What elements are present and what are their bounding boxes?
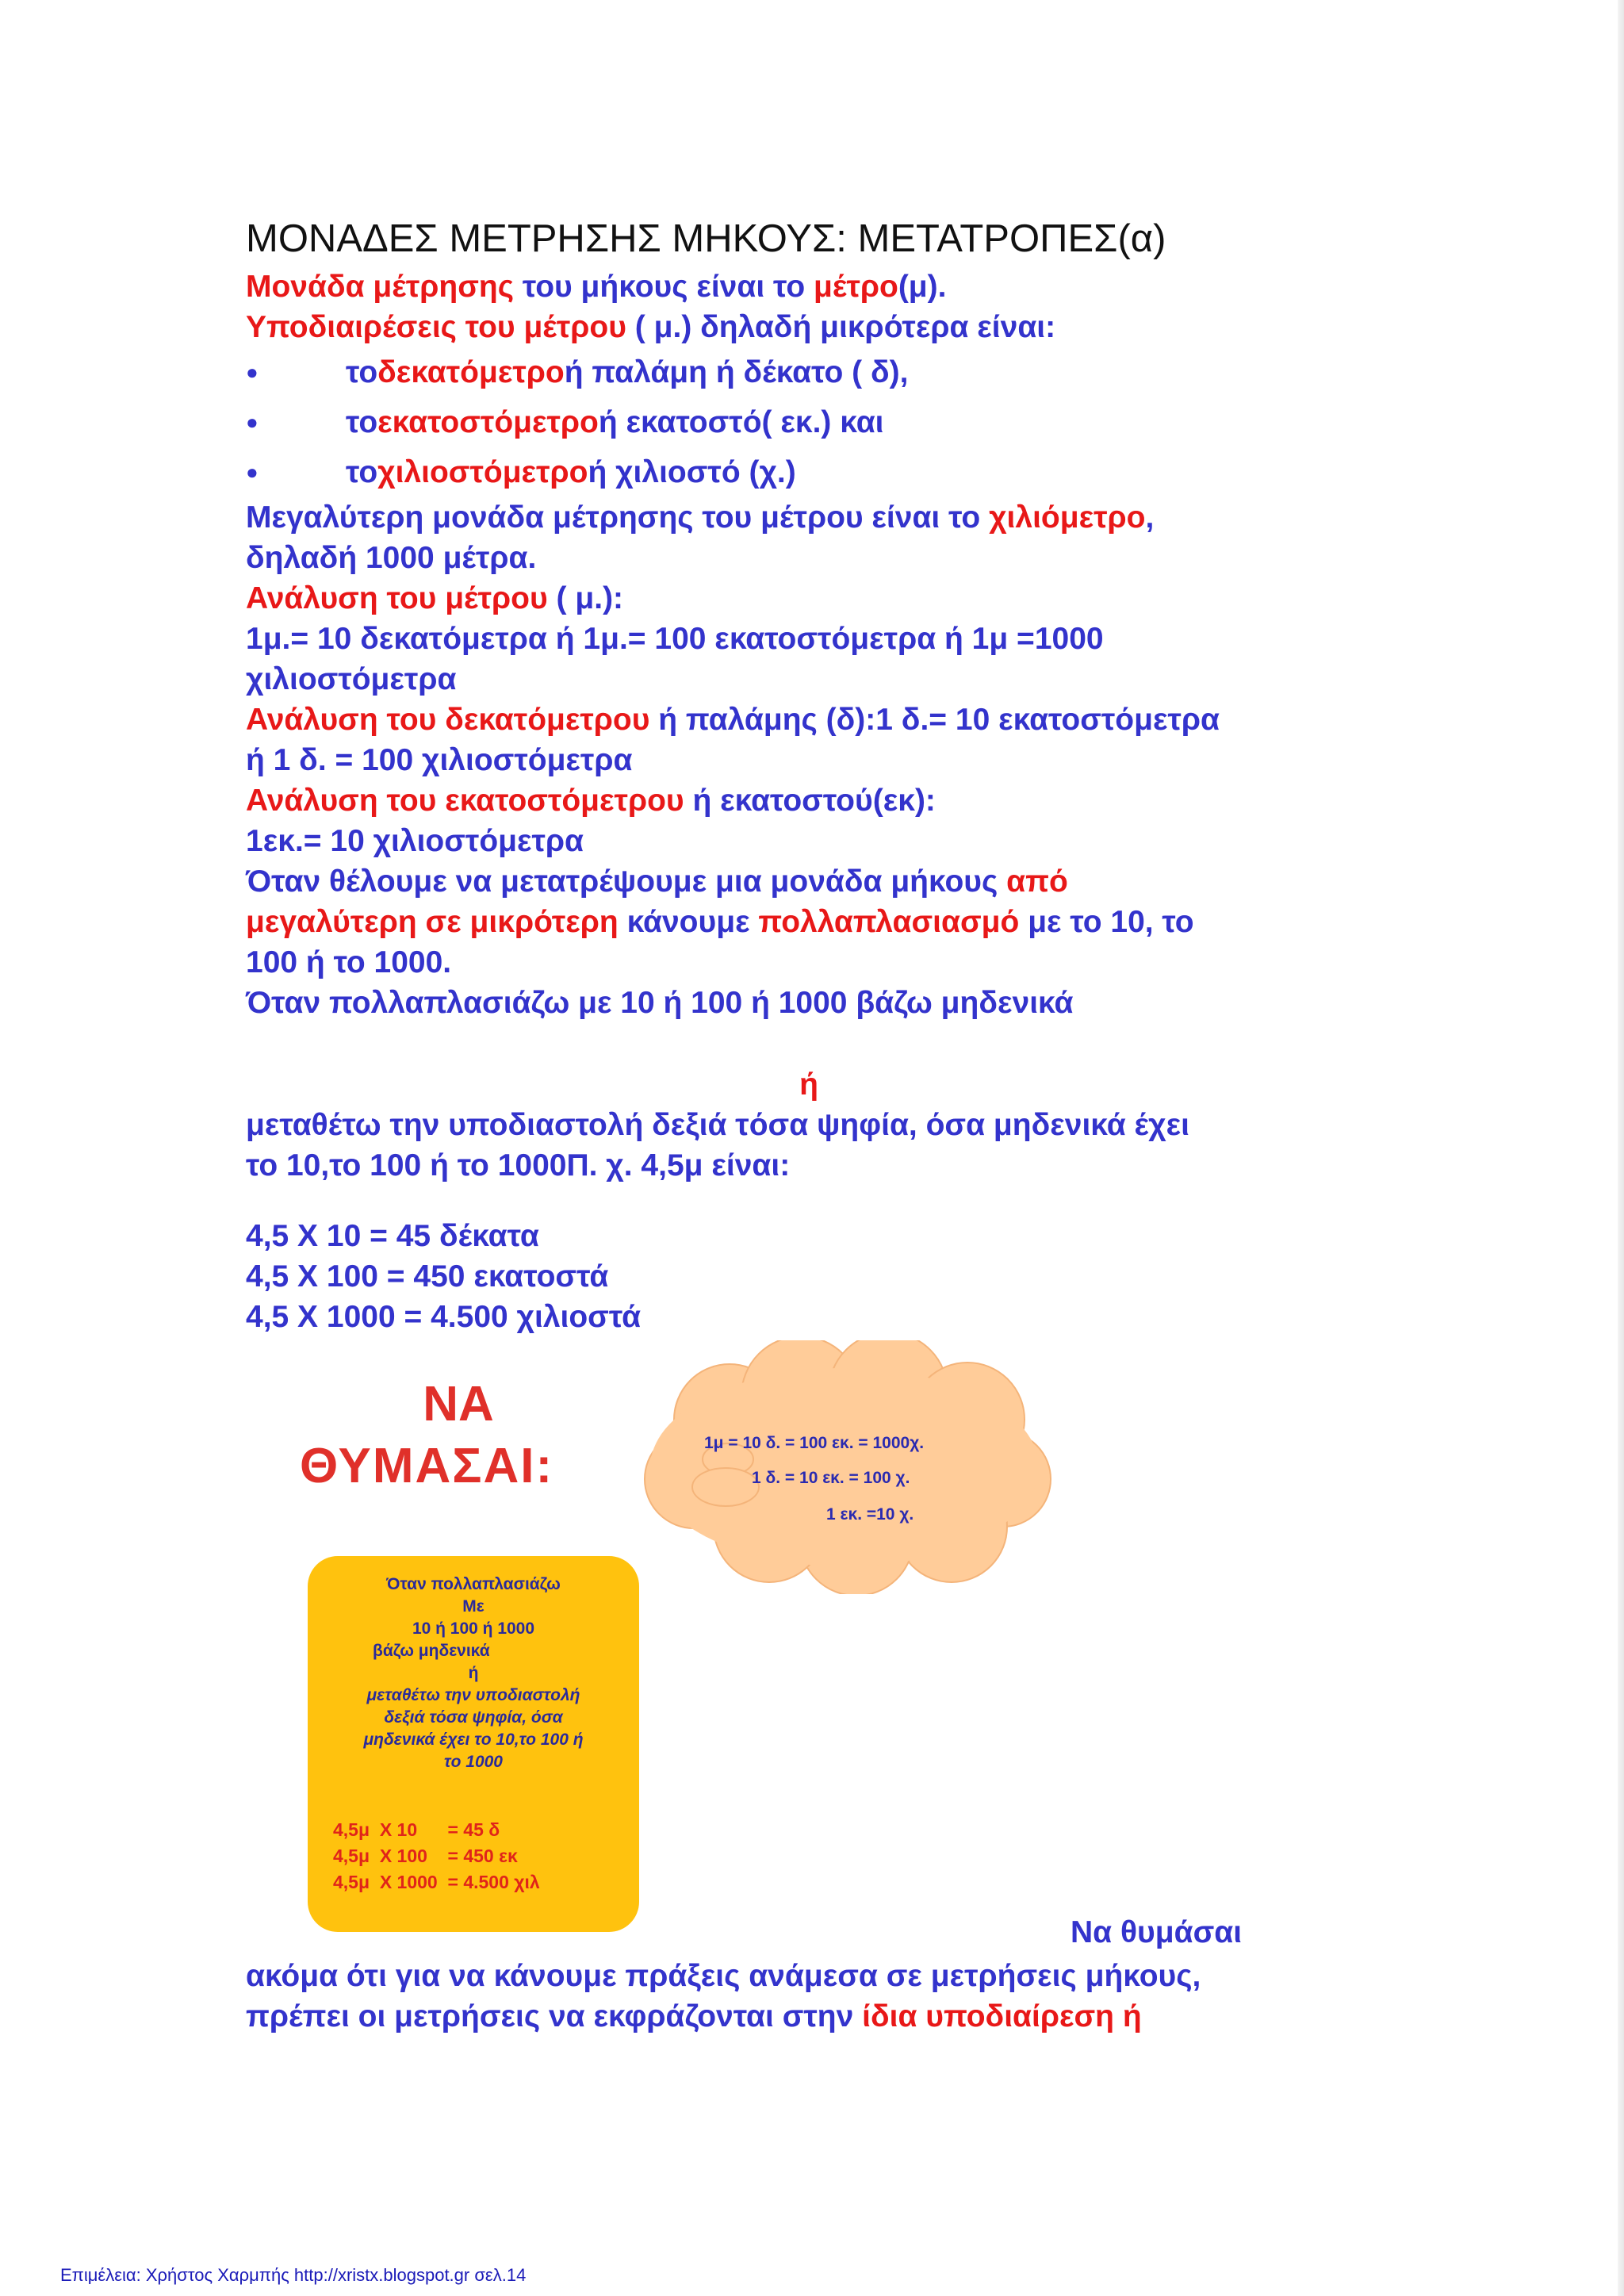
or-word: ή — [799, 1068, 818, 1102]
cloud-text-line1: 1μ = 10 δ. = 100 εκ. = 1000χ. — [704, 1434, 925, 1452]
page-footer: Επιμέλεια: Χρήστος Χαρμπής http://xristx.blogspot.gr σελ.14 — [60, 2265, 527, 2285]
heading-meter-analysis: Ανάλυση του μέτρου ( μ.): — [246, 581, 624, 615]
example-line: 4,5 Χ 10 = 45 δέκατα — [246, 1219, 539, 1253]
paragraph-conversion-rule-2: μεγαλύτερη σε μικρότερη κάνουμε πολλαπλασιασμό με το 10, το — [246, 905, 1194, 939]
example-line: 4,5 Χ 100 = 450 εκατοστά — [246, 1259, 609, 1294]
heading-decimeter-analysis: Ανάλυση του δεκατόμετρου ή παλάμης (δ):1 δ.= 10 εκατοστόμετρα — [246, 703, 1220, 737]
closing-paragraph — [246, 1956, 1201, 2037]
bullet-icon: ● — [246, 460, 259, 484]
cloud-text-line3: 1 εκ. =10 χ. — [826, 1505, 914, 1524]
bullet-icon: ● — [246, 410, 259, 434]
centimeter-analysis-line: 1εκ.= 10 χιλιοστόμετρα — [246, 824, 584, 858]
example-line: 4,5 Χ 1000 = 4.500 χιλιοστά — [246, 1300, 642, 1334]
paragraph-decimal-shift-1: μεταθέτω την υποδιαστολή δεξιά τόσα ψηφία, όσα μηδενικά έχει — [246, 1108, 1189, 1142]
reminder-box: Όταν πολλαπλασιάζω Με 10 ή 100 ή 1000 βάζω μηδενικά ή μεταθέτω την υποδιαστολή δεξιά τόσα ψηφία, όσα μηδενικά έχει το 10,το 100 ή το 1000 4,5μ Χ 10 = 45 δ 4,5μ Χ 100 = 450 εκ 4,5μ Χ 1000 = 4.500 χιλ — [308, 1556, 639, 1932]
paragraph-larger-unit: Μεγαλύτερη μονάδα μέτρησης του μέτρου είναι το χιλιόμετρο, — [246, 500, 1155, 535]
paragraph-subdivisions: Υποδιαιρέσεις του μέτρου ( μ.) δηλαδή μικρότερα είναι: — [246, 310, 1056, 344]
paragraph-unit-definition: Μονάδα μέτρησης του μήκους είναι το μέτρο(μ). — [246, 270, 947, 304]
cloud-text-line2: 1 δ. = 10 εκ. = 100 χ. — [752, 1469, 910, 1487]
page-edge-shadow — [1618, 0, 1624, 2296]
main-content — [246, 214, 1419, 1337]
heading-centimeter-analysis: Ανάλυση του εκατοστόμετρου ή εκατοστού(εκ): — [246, 784, 936, 818]
thought-cloud — [619, 1340, 1071, 1594]
closing-line2: πρέπει οι μετρήσεις να εκφράζονται στην ίδια υποδιαίρεση ή — [246, 1999, 1142, 2033]
paragraph-multiply-zeros: Όταν πολλαπλασιάζω με 10 ή 100 ή 1000 βάζω μηδενικά — [246, 986, 1074, 1020]
bullet-icon: ● — [246, 360, 259, 384]
list-item: ● το δεκατόμετρο ή παλάμη ή δέκατο ( δ), — [246, 347, 1419, 397]
remember-label: Να θυμάσαι — [1071, 1915, 1243, 1949]
cloud-shape-icon — [619, 1340, 1071, 1594]
meter-analysis-line1: 1μ.= 10 δεκατόμετρα ή 1μ.= 100 εκατοστόμετρα ή 1μ =1000 — [246, 622, 1104, 656]
meter-analysis-line2: χιλιοστόμετρα — [246, 662, 457, 696]
list-item: ● το χιλιοστόμετρο ή χιλιοστό (χ.) — [246, 447, 1419, 497]
list-item: ● το εκατοστόμετρο ή εκατοστό( εκ.) και — [246, 397, 1419, 447]
page-title: ΜΟΝΑΔΕΣ ΜΕΤΡΗΣΗΣ ΜΗΚΟΥΣ: ΜΕΤΑΤΡΟΠΕΣ(α) — [246, 217, 1166, 260]
paragraph-conversion-rule-1: Όταν θέλουμε να μετατρέψουμε μια μονάδα μήκους από — [246, 864, 1068, 899]
subdivision-list — [246, 347, 1419, 497]
paragraph-larger-unit-cont: δηλαδή 1000 μέτρα. — [246, 541, 537, 575]
paragraph-conversion-rule-3: 100 ή το 1000. — [246, 945, 452, 979]
closing-line1: ακόμα ότι για να κάνουμε πράξεις ανάμεσα σε μετρήσεις μήκους, — [246, 1959, 1201, 1993]
decimeter-analysis-line2: ή 1 δ. = 100 χιλιοστόμετρα — [246, 743, 633, 777]
remember-heading: ΝΑ ΘΥΜΑΣΑΙ: — [300, 1377, 554, 1493]
paragraph-decimal-shift-2: το 10,το 100 ή το 1000Π. χ. 4,5μ είναι: — [246, 1148, 791, 1182]
